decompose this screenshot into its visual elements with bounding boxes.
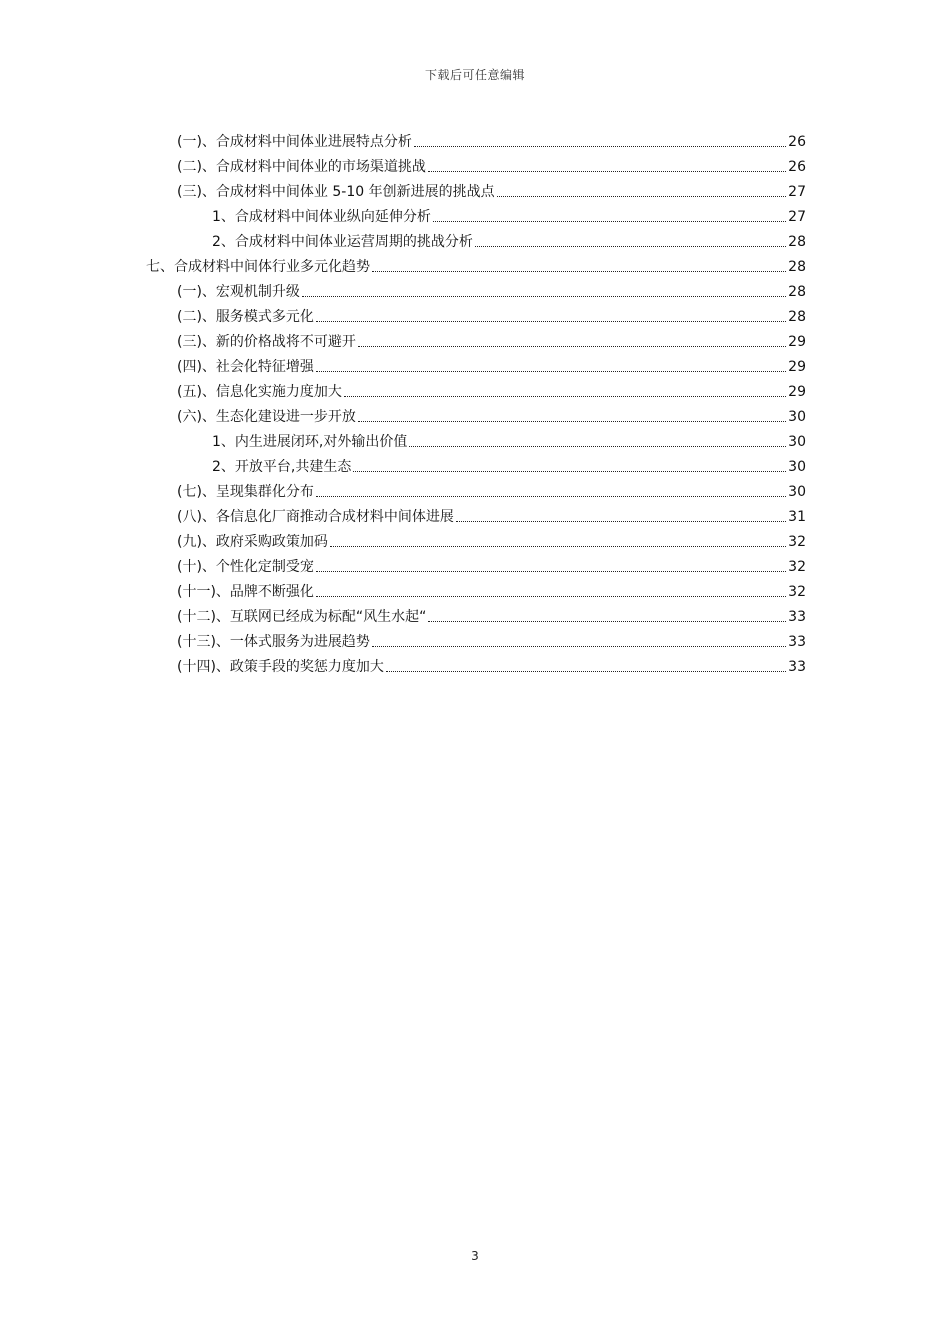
toc-dot-leader [316,371,786,372]
toc-entry-page: 30 [788,459,806,475]
toc-entry-label: (三)、合成材料中间体业 5-10 年创新进展的挑战点 [177,184,495,200]
toc-entry[interactable] [177,401,806,426]
toc-entry-label: (十二)、互联网已经成为标配“风生水起“ [177,609,427,625]
toc-entry-label: (十)、个性化定制受宠 [177,559,314,575]
toc-entry-label: (一)、合成材料中间体业进展特点分析 [177,134,412,150]
toc-entry-page: 29 [788,334,806,350]
toc-entry-page: 30 [788,484,806,500]
toc-entry-label: 2、合成材料中间体业运营周期的挑战分析 [212,234,473,250]
toc-entry[interactable] [177,301,806,326]
toc-entry-page: 30 [788,409,806,425]
toc-entry-label: (十一)、品牌不断强化 [177,584,314,600]
toc-entry-label: (一)、宏观机制升级 [177,284,300,300]
toc-dot-leader [372,271,786,272]
toc-entry[interactable] [177,126,806,151]
toc-entry-label: (二)、服务模式多元化 [177,309,314,325]
toc-entry-label: (十三)、一体式服务为进展趋势 [177,634,370,650]
toc-dot-leader [372,646,786,647]
toc-entry-page: 28 [788,309,806,325]
toc-entry[interactable] [146,251,806,276]
header-note: 下载后可任意编辑 [424,68,525,82]
toc-entry[interactable] [177,601,806,626]
toc-dot-leader [344,396,786,397]
toc-entry-label: 1、内生进展闭环,对外输出价值 [212,434,408,450]
toc-entry[interactable] [212,451,806,476]
toc-entry[interactable] [177,151,806,176]
toc-entry-page: 27 [788,184,806,200]
toc-entry-page: 26 [788,159,806,175]
toc-entry-label: (六)、生态化建设进一步开放 [177,409,356,425]
toc-dot-leader [497,196,787,197]
toc-entry[interactable] [177,551,806,576]
toc-entry[interactable] [212,426,806,451]
toc-entry[interactable] [177,501,806,526]
toc-dot-leader [358,346,786,347]
toc-dot-leader [409,446,786,447]
toc-entry-page: 30 [788,434,806,450]
toc-dot-leader [330,546,786,547]
toc-entry[interactable] [177,176,806,201]
toc-entry[interactable] [212,226,806,251]
toc-entry[interactable] [177,326,806,351]
toc-entry[interactable] [177,576,806,601]
toc-entry-page: 27 [788,209,806,225]
table-of-contents [0,126,950,676]
toc-entry-page: 32 [788,534,806,550]
toc-entry-page: 33 [788,634,806,650]
toc-entry-label: (九)、政府采购政策加码 [177,534,328,550]
toc-dot-leader [433,221,786,222]
toc-dot-leader [316,596,786,597]
toc-dot-leader [316,496,786,497]
toc-entry[interactable] [177,626,806,651]
toc-dot-leader [316,321,786,322]
toc-entry-label: (五)、信息化实施力度加大 [177,384,342,400]
toc-entry[interactable] [177,526,806,551]
toc-entry[interactable] [177,351,806,376]
toc-dot-leader [386,671,786,672]
toc-entry-label: (四)、社会化特征增强 [177,359,314,375]
toc-entry-page: 33 [788,609,806,625]
toc-entry-page: 28 [788,259,806,275]
toc-dot-leader [358,421,786,422]
toc-entry-page: 33 [788,659,806,675]
toc-entry[interactable] [177,651,806,676]
toc-dot-leader [475,246,786,247]
toc-entry-page: 32 [788,559,806,575]
page-number: 3 [471,1249,479,1263]
toc-entry-label: 1、合成材料中间体业纵向延伸分析 [212,209,431,225]
toc-entry-page: 29 [788,384,806,400]
toc-entry[interactable] [177,276,806,301]
toc-entry-label: (七)、呈现集群化分布 [177,484,314,500]
toc-entry-page: 29 [788,359,806,375]
toc-entry-label: (三)、新的价格战将不可避开 [177,334,356,350]
toc-entry-label: 2、开放平台,共建生态 [212,459,352,475]
toc-entry-page: 32 [788,584,806,600]
toc-entry[interactable] [177,476,806,501]
toc-entry-page: 31 [788,509,806,525]
toc-entry-label: (八)、各信息化厂商推动合成材料中间体进展 [177,509,454,525]
toc-dot-leader [353,471,786,472]
toc-entry-page: 28 [788,284,806,300]
toc-dot-leader [456,521,786,522]
toc-dot-leader [414,146,786,147]
toc-entry-label: (十四)、政策手段的奖惩力度加大 [177,659,384,675]
toc-dot-leader [316,571,786,572]
toc-dot-leader [428,621,786,622]
toc-entry-page: 26 [788,134,806,150]
toc-entry-page: 28 [788,234,806,250]
toc-entry-label: (二)、合成材料中间体业的市场渠道挑战 [177,159,426,175]
toc-dot-leader [428,171,786,172]
toc-entry[interactable] [212,201,806,226]
toc-entry[interactable] [177,376,806,401]
toc-dot-leader [302,296,786,297]
toc-entry-label: 七、合成材料中间体行业多元化趋势 [146,259,370,275]
